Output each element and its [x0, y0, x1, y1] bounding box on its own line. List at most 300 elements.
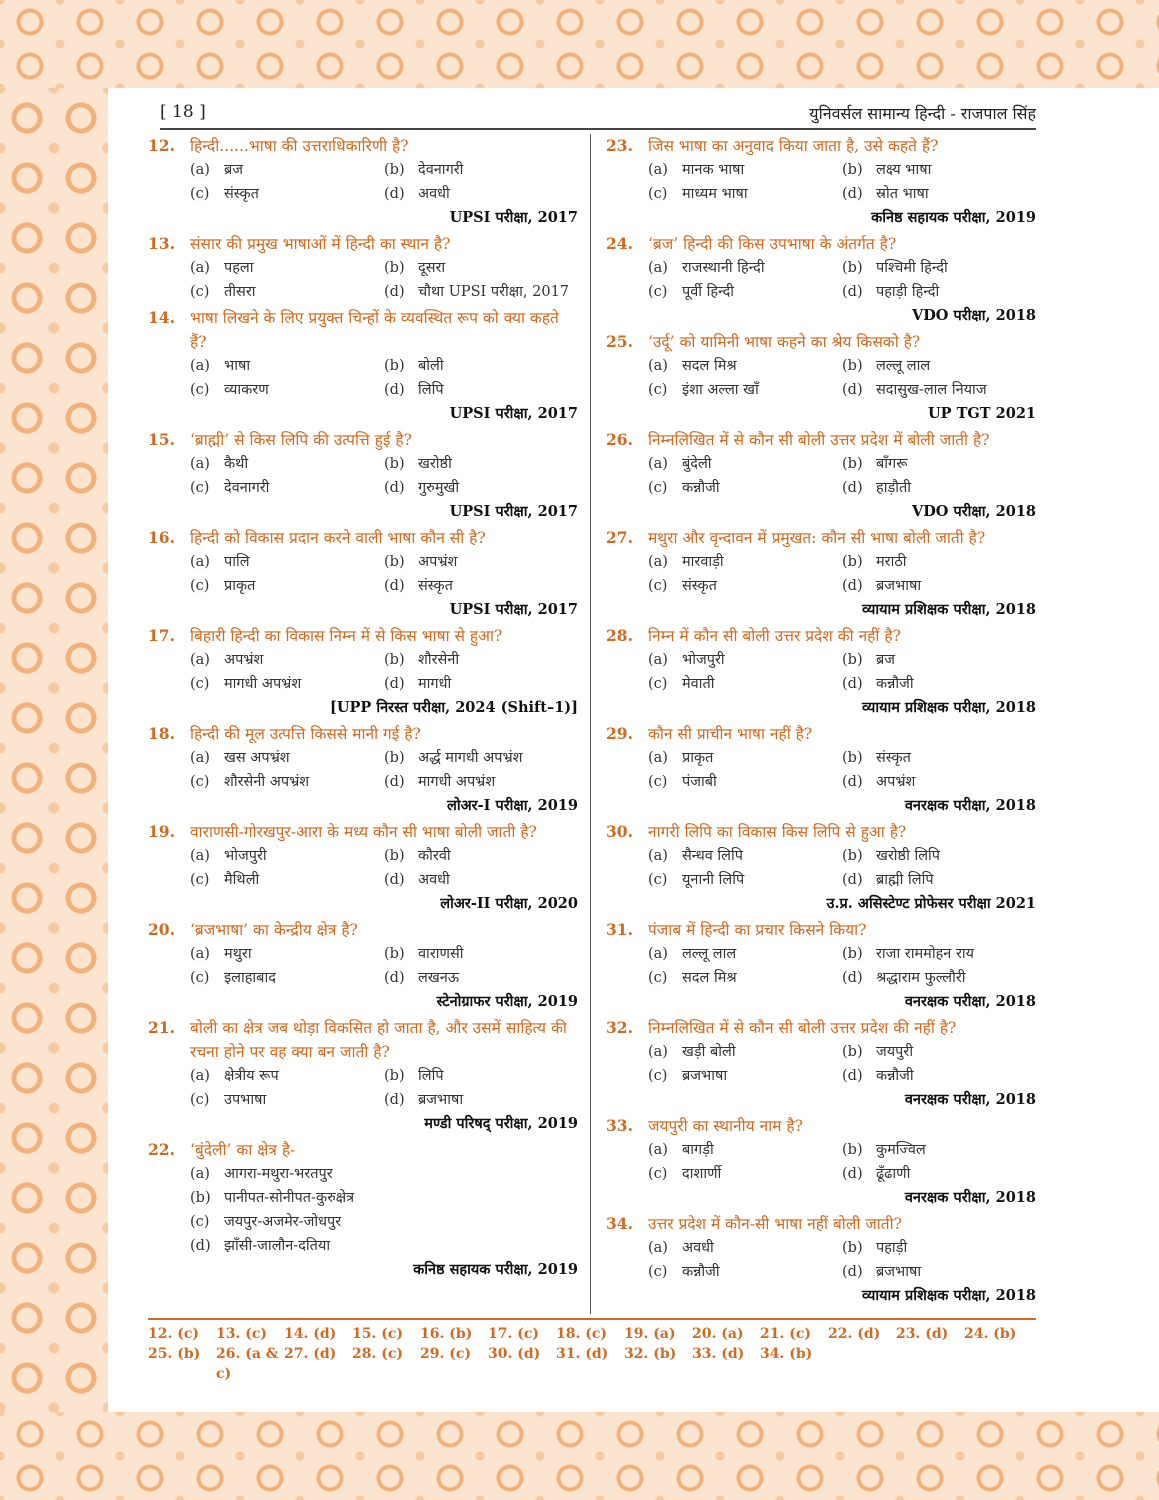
- option-text: उपभाषा: [224, 1092, 267, 1108]
- exam-source: वनरक्षक परीक्षा, 2018: [904, 1189, 1036, 1206]
- options-grid: [606, 1138, 1036, 1186]
- option-item: [384, 256, 578, 280]
- question-number: 31.: [606, 920, 633, 939]
- option-text: श्रद्धाराम फुल्लौरी: [876, 970, 966, 986]
- question-number: 24.: [606, 234, 633, 253]
- option-item: [842, 354, 1036, 378]
- option-label: (c): [190, 872, 210, 888]
- question-block: [148, 1016, 578, 1136]
- question-head: [606, 624, 1036, 648]
- question-text: भाषा लिखने के लिए प्रयुक्त चिन्हों के व्यवस्थित रूप को क्या कहते हैं?: [190, 309, 559, 351]
- option-text: मराठी: [876, 554, 907, 570]
- answer-item: 12. (c): [148, 1326, 200, 1342]
- option-label: (c): [190, 1092, 210, 1108]
- question-block: [606, 722, 1036, 818]
- option-text: अवधी: [682, 1240, 714, 1256]
- exam-source: व्यायाम प्रशिक्षक परीक्षा, 2018: [862, 699, 1036, 716]
- option-label: (b): [842, 1142, 863, 1158]
- option-text: भोजपुरी: [224, 848, 267, 864]
- question-number: 23.: [606, 136, 633, 155]
- question-block: [606, 820, 1036, 916]
- option-label: (d): [842, 872, 863, 888]
- option-item: [384, 476, 578, 500]
- question-text: संसार की प्रमुख भाषाओं में हिन्दी का स्थान है?: [190, 235, 451, 253]
- option-label: (a): [190, 260, 210, 276]
- option-item: [648, 770, 842, 794]
- option-text: ब्रज: [876, 652, 896, 668]
- option-item: [384, 550, 578, 574]
- option-item: [842, 256, 1036, 280]
- question-head: [148, 428, 578, 452]
- option-label: (d): [842, 1166, 863, 1182]
- question-head: [148, 134, 578, 158]
- option-item: [384, 574, 578, 598]
- option-label: (a): [190, 554, 210, 570]
- option-label: (c): [648, 1166, 668, 1182]
- option-text: सदासुख-लाल नियाज: [876, 382, 987, 398]
- option-text: देवनागरी: [224, 480, 270, 496]
- question-number: 12.: [148, 136, 175, 155]
- option-item: [190, 574, 384, 598]
- option-item: [384, 280, 578, 304]
- options-grid: [148, 746, 578, 794]
- options-grid: [148, 452, 578, 500]
- option-item: [842, 942, 1036, 966]
- question-text: उत्तर प्रदेश में कौन-सी भाषा नहीं बोली जाती?: [648, 1215, 902, 1233]
- option-item: [190, 966, 384, 990]
- question-head: [606, 820, 1036, 844]
- option-item: [648, 256, 842, 280]
- option-label: (a): [190, 946, 210, 962]
- option-item: [190, 942, 384, 966]
- option-text: सदल मिश्र: [682, 358, 737, 374]
- option-label: (d): [384, 970, 405, 986]
- question-head: [606, 1114, 1036, 1138]
- exam-source: VDO परीक्षा, 2018: [911, 503, 1036, 520]
- exam-source: वनरक्षक परीक्षा, 2018: [904, 797, 1036, 814]
- option-item: [648, 844, 842, 868]
- option-label: (b): [384, 162, 405, 178]
- option-item: [384, 844, 578, 868]
- option-label: (a): [190, 456, 210, 472]
- option-item: [648, 476, 842, 500]
- option-text: यूनानी लिपि: [682, 872, 745, 888]
- question-head: [148, 526, 578, 550]
- option-item: [842, 158, 1036, 182]
- question-number: 28.: [606, 626, 633, 645]
- option-text: खरोष्ठी लिपि: [876, 848, 941, 864]
- option-text: सदल मिश्र: [682, 970, 737, 986]
- option-text: चौथा UPSI परीक्षा, 2017: [418, 284, 570, 300]
- right-column: [606, 134, 1036, 1310]
- question-block: [606, 330, 1036, 426]
- option-label: (a): [648, 358, 668, 374]
- option-label: (c): [190, 676, 210, 692]
- exam-source: VDO परीक्षा, 2018: [911, 307, 1036, 324]
- option-text: दूसरा: [418, 260, 446, 276]
- question-head: [606, 526, 1036, 550]
- question-text: वाराणसी-गोरखपुर-आरा के मध्य कौन सी भाषा बोली जाती है?: [190, 823, 537, 841]
- question-text: पंजाब में हिन्दी का प्रचार किसने किया?: [648, 921, 867, 939]
- option-text: संस्कृत: [682, 578, 717, 594]
- option-item: [842, 550, 1036, 574]
- question-text: जयपुरी का स्थानीय नाम है?: [648, 1117, 803, 1135]
- question-text: निम्नलिखित में से कौन सी बोली उत्तर प्रदेश में बोली जाती है?: [648, 431, 990, 449]
- option-label: (a): [190, 358, 210, 374]
- option-label: (d): [842, 676, 863, 692]
- option-item: [190, 746, 384, 770]
- option-text: बागड़ी: [682, 1142, 714, 1158]
- question-block: [148, 134, 578, 230]
- question-head: [148, 918, 578, 942]
- question-number: 14.: [148, 308, 175, 327]
- option-text: मेवाती: [682, 676, 715, 692]
- option-item: [842, 746, 1036, 770]
- question-head: [148, 1138, 578, 1162]
- options-grid: [148, 354, 578, 402]
- option-item: [842, 574, 1036, 598]
- exam-source: UPSI परीक्षा, 2017: [449, 601, 578, 618]
- option-text: मथुरा: [224, 946, 252, 962]
- option-text: कौरवी: [418, 848, 451, 864]
- option-item: [190, 770, 384, 794]
- option-item: [842, 1138, 1036, 1162]
- page-header: [160, 100, 1036, 130]
- options-grid: [148, 648, 578, 696]
- option-text: पंजाबी: [682, 774, 717, 790]
- option-text: स्रोत भाषा: [876, 186, 929, 202]
- option-item: [842, 648, 1036, 672]
- question-text: ‘ब्राह्मी’ से किस लिपि की उत्पत्ति हुई है?: [190, 431, 412, 449]
- option-label: (b): [384, 260, 405, 276]
- option-item: [190, 672, 384, 696]
- question-number: 32.: [606, 1018, 633, 1037]
- question-block: [148, 918, 578, 1014]
- question-head: [606, 134, 1036, 158]
- option-text: लखनऊ: [418, 970, 460, 986]
- option-label: (c): [190, 970, 210, 986]
- option-text: अपभ्रंश: [224, 652, 264, 668]
- answer-item: 20. (a): [692, 1326, 744, 1342]
- option-text: मानक भाषा: [682, 162, 745, 178]
- option-label: (b): [842, 456, 863, 472]
- option-text: पालि: [224, 554, 250, 570]
- option-text: अपभ्रंश: [418, 554, 458, 570]
- option-text: बुंदेली: [682, 456, 712, 472]
- option-label: (d): [384, 382, 405, 398]
- option-label: (a): [190, 848, 210, 864]
- question-number: 26.: [606, 430, 633, 449]
- question-block: [606, 134, 1036, 230]
- option-item: [842, 868, 1036, 892]
- option-item: [842, 1260, 1036, 1284]
- answer-item: 24. (b): [964, 1326, 1017, 1342]
- option-label: (a): [648, 750, 668, 766]
- option-text: माध्यम भाषा: [682, 186, 748, 202]
- question-block: [148, 306, 578, 426]
- option-text: पानीपत-सोनीपत-कुरुक्षेत्र: [224, 1190, 355, 1206]
- option-item: [190, 158, 384, 182]
- option-label: (d): [384, 676, 405, 692]
- option-label: (d): [842, 284, 863, 300]
- option-text: मागधी अपभ्रंश: [224, 676, 302, 692]
- question-text: ‘उर्दू’ को यामिनी भाषा कहने का श्रेय किसको है?: [648, 333, 921, 351]
- option-text: मैथिली: [224, 872, 260, 888]
- option-label: (a): [648, 1240, 668, 1256]
- answer-item: 16. (b): [420, 1326, 473, 1342]
- option-label: (a): [190, 652, 210, 668]
- decorative-border-top: [0, 0, 1159, 88]
- question-text: मथुरा और वृन्दावन में प्रमुखत: कौन सी भाषा बोली जाती है?: [648, 529, 986, 547]
- exam-source: व्यायाम प्रशिक्षक परीक्षा, 2018: [862, 601, 1036, 618]
- option-text: खड़ी बोली: [682, 1044, 736, 1060]
- options-grid: [606, 648, 1036, 696]
- question-head: [148, 232, 578, 256]
- option-item: [648, 746, 842, 770]
- question-text: बोली का क्षेत्र जब थोड़ा विकसित हो जाता है, और उसमें साहित्य की रचना होने पर वह क्या बन जाती है?: [190, 1019, 567, 1061]
- option-item: [648, 1040, 842, 1064]
- option-label: (c): [648, 1264, 668, 1280]
- option-text: ब्रज: [224, 162, 244, 178]
- answer-item: 15. (c): [352, 1326, 404, 1342]
- exam-source: UPSI परीक्षा, 2017: [449, 405, 578, 422]
- options-grid: [606, 844, 1036, 892]
- option-label: (b): [842, 554, 863, 570]
- question-block: [148, 526, 578, 622]
- answer-item: 22. (d): [828, 1326, 881, 1342]
- question-text: ‘ब्रजभाषा’ का केन्द्रीय क्षेत्र है?: [190, 921, 358, 939]
- question-text: निम्न में कौन सी बोली उत्तर प्रदेश की नहीं है?: [648, 627, 901, 645]
- option-label: (a): [190, 750, 210, 766]
- answer-item: 17. (c): [488, 1326, 540, 1342]
- option-label: (b): [190, 1190, 211, 1206]
- option-item: [190, 280, 384, 304]
- option-item: [648, 1260, 842, 1284]
- answer-item: 13. (c): [216, 1326, 268, 1342]
- option-item: [648, 648, 842, 672]
- option-label: (d): [384, 284, 405, 300]
- option-label: (b): [842, 848, 863, 864]
- option-label: (d): [190, 1238, 211, 1254]
- option-text: बाँगरू: [876, 456, 908, 472]
- option-item: [648, 574, 842, 598]
- option-item: [648, 378, 842, 402]
- option-label: (c): [648, 480, 668, 496]
- option-text: सैन्धव लिपि: [682, 848, 743, 864]
- option-text: ब्रजभाषा: [876, 578, 922, 594]
- options-grid: [148, 158, 578, 206]
- question-number: 29.: [606, 724, 633, 743]
- option-item: [384, 868, 578, 892]
- option-label: (d): [842, 186, 863, 202]
- option-label: (d): [842, 774, 863, 790]
- exam-source: वनरक्षक परीक्षा, 2018: [904, 1091, 1036, 1108]
- option-text: कन्नौजी: [876, 1068, 914, 1084]
- option-label: (b): [842, 358, 863, 374]
- question-head: [606, 1016, 1036, 1040]
- option-item: [384, 942, 578, 966]
- option-item: [190, 1186, 578, 1210]
- question-block: [148, 428, 578, 524]
- option-item: [648, 1162, 842, 1186]
- option-label: (b): [384, 750, 405, 766]
- question-text: हिन्दी की मूल उत्पत्ति किससे मानी गई है?: [190, 725, 421, 743]
- question-number: 20.: [148, 920, 175, 939]
- question-number: 30.: [606, 822, 633, 841]
- option-item: [842, 966, 1036, 990]
- option-item: [842, 672, 1036, 696]
- exam-source: UPSI परीक्षा, 2017: [449, 503, 578, 520]
- question-block: [606, 526, 1036, 622]
- option-item: [648, 158, 842, 182]
- question-number: 34.: [606, 1214, 633, 1233]
- option-item: [190, 1064, 384, 1088]
- option-text: व्याकरण: [224, 382, 269, 398]
- option-text: मारवाड़ी: [682, 554, 724, 570]
- options-grid: [148, 1064, 578, 1112]
- option-label: (c): [648, 1068, 668, 1084]
- option-item: [648, 280, 842, 304]
- question-block: [148, 1138, 578, 1282]
- question-text: कौन सी प्राचीन भाषा नहीं है?: [648, 725, 813, 743]
- option-text: अवधी: [418, 872, 450, 888]
- options-grid: [606, 550, 1036, 598]
- option-item: [648, 550, 842, 574]
- option-item: [190, 354, 384, 378]
- option-item: [384, 1088, 578, 1112]
- question-block: [148, 722, 578, 818]
- option-label: (a): [648, 554, 668, 570]
- question-block: [148, 624, 578, 720]
- exam-source: कनिष्ठ सहायक परीक्षा, 2019: [871, 209, 1036, 226]
- option-text: लल्लू लाल: [876, 358, 931, 374]
- option-text: अवधी: [418, 186, 450, 202]
- options-grid: [148, 844, 578, 892]
- option-label: (d): [842, 1068, 863, 1084]
- option-text: खस अपभ्रंश: [224, 750, 290, 766]
- answer-item: 32. (b): [624, 1346, 677, 1362]
- question-number: 13.: [148, 234, 175, 253]
- option-text: लिपि: [418, 1068, 444, 1084]
- exam-source: मण्डी परिषद् परीक्षा, 2019: [424, 1115, 578, 1132]
- option-item: [384, 672, 578, 696]
- option-label: (c): [190, 480, 210, 496]
- option-text: प्राकृत: [682, 750, 714, 766]
- option-text: पहाड़ी हिन्दी: [876, 284, 940, 300]
- options-grid: [606, 158, 1036, 206]
- option-item: [190, 550, 384, 574]
- left-column: [148, 134, 578, 1284]
- option-item: [190, 868, 384, 892]
- question-block: [606, 1212, 1036, 1308]
- option-label: (a): [648, 848, 668, 864]
- option-label: (c): [648, 284, 668, 300]
- option-text: संस्कृत: [224, 186, 259, 202]
- option-item: [190, 452, 384, 476]
- question-number: 18.: [148, 724, 175, 743]
- answer-item: 34. (b): [760, 1346, 813, 1362]
- option-item: [384, 182, 578, 206]
- question-number: 25.: [606, 332, 633, 351]
- options-grid: [148, 550, 578, 598]
- option-text: जयपुर-अजमेर-जोधपुर: [224, 1214, 342, 1230]
- options-grid: [148, 256, 578, 304]
- option-item: [648, 672, 842, 696]
- option-text: तीसरा: [224, 284, 256, 300]
- option-label: (d): [842, 578, 863, 594]
- column-divider: [590, 134, 591, 1314]
- option-item: [384, 452, 578, 476]
- option-item: [842, 280, 1036, 304]
- option-label: (c): [190, 284, 210, 300]
- option-text: संस्कृत: [876, 750, 911, 766]
- option-label: (d): [842, 1264, 863, 1280]
- options-grid: [606, 354, 1036, 402]
- option-label: (c): [190, 382, 210, 398]
- answer-item: 29. (c): [420, 1346, 472, 1362]
- option-label: (c): [190, 1214, 210, 1230]
- option-text: भाषा: [224, 358, 251, 374]
- option-item: [384, 770, 578, 794]
- option-text: बोली: [418, 358, 444, 374]
- question-block: [606, 232, 1036, 328]
- option-label: (b): [842, 260, 863, 276]
- option-text: दाशार्णी: [682, 1166, 722, 1182]
- option-item: [190, 844, 384, 868]
- answer-item: 26. (a & c): [216, 1346, 279, 1382]
- option-label: (b): [842, 1044, 863, 1060]
- answer-key: [148, 1318, 1036, 1384]
- exam-source: [UPP निरस्त परीक्षा, 2024 (Shift–1)]: [330, 699, 578, 716]
- option-item: [190, 476, 384, 500]
- option-label: (b): [384, 554, 405, 570]
- option-item: [648, 966, 842, 990]
- option-label: (c): [648, 872, 668, 888]
- question-text: हिन्दी......भाषा की उत्तराधिकारिणी है?: [190, 137, 409, 155]
- option-label: (a): [648, 162, 668, 178]
- option-item: [842, 1064, 1036, 1088]
- option-item: [384, 158, 578, 182]
- options-grid: [606, 256, 1036, 304]
- option-label: (c): [190, 774, 210, 790]
- options-grid: [148, 1162, 578, 1258]
- book-title: युनिवर्सल सामान्य हिन्दी - राजपाल सिंह: [809, 104, 1036, 123]
- option-item: [648, 868, 842, 892]
- option-label: (c): [648, 578, 668, 594]
- option-text: अर्द्ध मागधी अपभ्रंश: [418, 750, 523, 766]
- exam-source: व्यायाम प्रशिक्षक परीक्षा, 2018: [862, 1287, 1036, 1304]
- answer-item: 21. (c): [760, 1326, 812, 1342]
- answer-item: 23. (d): [896, 1326, 949, 1342]
- question-number: 27.: [606, 528, 633, 547]
- options-grid: [606, 942, 1036, 990]
- option-text: मागधी अपभ्रंश: [418, 774, 496, 790]
- option-text: भोजपुरी: [682, 652, 725, 668]
- option-label: (b): [384, 1068, 405, 1084]
- options-grid: [606, 1040, 1036, 1088]
- exam-source: उ.प्र. असिस्टेण्ट प्रोफेसर परीक्षा 2021: [826, 895, 1036, 912]
- option-text: लल्लू लाल: [682, 946, 737, 962]
- option-item: [842, 844, 1036, 868]
- option-text: पहला: [224, 260, 254, 276]
- option-label: (c): [190, 186, 210, 202]
- option-text: इलाहाबाद: [224, 970, 276, 986]
- option-text: ब्राह्मी लिपि: [876, 872, 934, 888]
- option-item: [842, 1040, 1036, 1064]
- options-grid: [606, 1236, 1036, 1284]
- option-text: ब्रजभाषा: [682, 1068, 728, 1084]
- decorative-border-left: [0, 88, 108, 1412]
